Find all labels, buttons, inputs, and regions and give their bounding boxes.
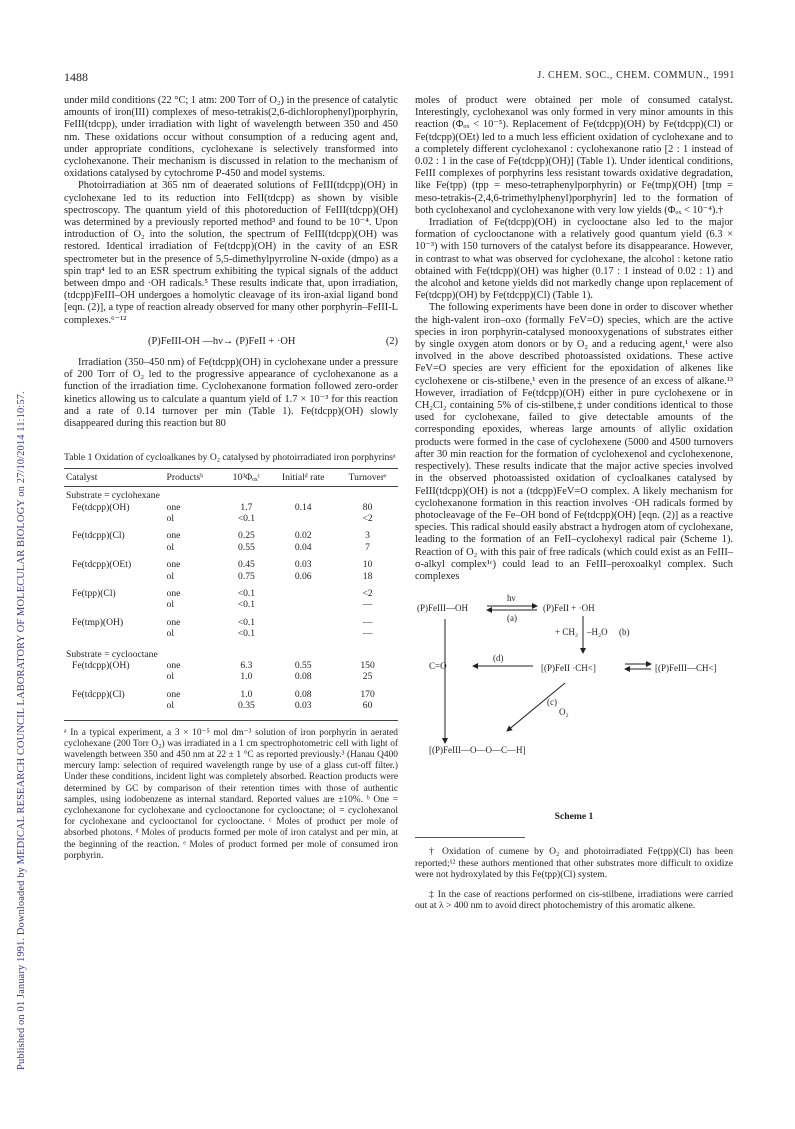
scheme-label-b: (b) — [619, 627, 630, 638]
download-watermark-text: Published on 01 January 1991. Downloaded by MEDICAL RESEARCH COUNCIL LABORATORY OF MOLECULAR BIOLOGY on 27/10/2014 11:10:57. — [16, 391, 27, 1070]
table-cell: 25 — [362, 671, 373, 683]
table-cell: 170 — [360, 688, 375, 700]
table-cell: 1.0 — [240, 671, 253, 683]
table-cell: 0.55 — [294, 659, 312, 671]
table-section-row — [64, 646, 398, 660]
table-cell: Fe(tdcpp)(OH) — [72, 659, 130, 671]
table-section-label: Substrate = cyclooctane — [66, 648, 158, 660]
arrow-c — [507, 683, 565, 731]
table-row — [64, 700, 398, 720]
table-row — [64, 660, 398, 671]
paragraph: Irradiation of Fe(tdcpp)(OH) in cyclooctane also led to the major formation of cyclooctanone with a relatively good quantum yield (6.3 × 10⁻³) with 150 turnovers of the catalyst before its disappearance. However, in contrast to what was observed for cyclohexane, the alcohol : ketone ratio obtained with Fe(tdcpp)(OH) was higher (0.17 : 1 instead of 0.02 : 1) and the alcohol and ketone yields did not markedly change upon replacement of Fe(tdcpp)(OH) by Fe(tdcpp)(Cl) (Table 1). — [415, 217, 733, 302]
table-cell: <2 — [362, 512, 373, 524]
scheme-o2: O₂ — [559, 707, 569, 718]
table-row — [64, 513, 398, 524]
equation-number: (2) — [385, 335, 398, 347]
table-cell: ol — [166, 700, 175, 712]
table-cell: — — [362, 628, 373, 640]
paragraph: Photoirradiation at 365 nm of deaerated solutions of FeIII(tdcpp)(OH) in cyclohexane led to its reduction into FeII(tdcpp) as shown by visible spectroscopy. The quantum yield of this photoreduction of FeIII(tdcpp)(OH) was determined by a previously reported method³ and found to be 10⁻⁴. Upon introduction of O₂ into the solution, the spectrum of FeIII(tdcpp)(OH) was restored. Identical irradiation of Fe(tdcpp)(OH) in the cavity of an ESR spectrometer but in the presence of 5,5-dimethylpyrroline N-oxide (dmpo) as a spin trap⁴ led to an ESR spectrum exhibiting the typical signals of the adduct between dmpo and ·OH radicals.⁵ These results indicate that, upon irradiation, (tdcpp)FeIII–OH undergoes a homolytic cleavage of its iron-axial ligand bond [eqn. (2)], a type of reaction already observed for many other porphyrin–FeIII-L complexes.⁶⁻¹² — [64, 180, 398, 326]
table-cell: one — [166, 559, 181, 571]
scheme-alkyl: [(P)FeIII—CH<] — [655, 663, 717, 674]
table-cell: <0.1 — [237, 599, 256, 611]
table-section-label: Substrate = cyclohexane — [66, 490, 160, 502]
table-cell: Fe(tmp)(OH) — [72, 616, 124, 628]
table-cell: Fe(tdcpp)(Cl) — [72, 688, 125, 700]
table-row — [64, 599, 398, 610]
table-1 — [64, 452, 398, 862]
table-cell: 1.7 — [240, 501, 253, 513]
table-cell: — — [362, 599, 373, 611]
table-cell: one — [166, 587, 181, 599]
table-cell: 3 — [365, 530, 370, 542]
table-cell: 1.0 — [240, 688, 253, 700]
col-header-catalyst: Catalyst — [66, 471, 98, 483]
table-cell: 0.25 — [238, 530, 255, 542]
page-header — [64, 70, 735, 86]
table-cell: 10 — [362, 559, 373, 571]
table-cell: 6.3 — [240, 659, 253, 671]
table-caption: Table 1 Oxidation of cycloalkanes by O₂ catalysed by photoirradiated iron porphyrinsᵃ — [64, 452, 396, 464]
table-cell: Fe(tdcpp)(OH) — [72, 501, 130, 513]
scheme-label-d: (d) — [493, 653, 504, 664]
table-cell: 0.55 — [238, 541, 255, 553]
table-cell: 0.35 — [238, 700, 255, 712]
table-cell: one — [166, 688, 181, 700]
table-cell: ol — [166, 671, 175, 683]
table-cell: 18 — [362, 570, 373, 582]
table-row — [64, 671, 398, 682]
table-cell — [64, 571, 165, 582]
table-footnotes: ᵃ In a typical experiment, a 3 × 10⁻⁵ mol dm⁻³ solution of iron porphyrin in aerated cyclohexane (200 Torr O₂) was irradiated in a 1 cm spectrophotometric cell with light of wavelength between 350 and 450 nm at 22 ± 1 °C as reported previously.³ (Hanau Q400 mercury lamp: selection of required wavelength range by use of a glass cut-off filter.) Under these conditions, incident light was completely absorbed. Reaction products were determined by GC by comparison of their retention times with those of authentic samples, using iodobenzene as internal standard. Reported values are ±10%. ᵇ One = cyclohexanone for cyclohexane and cyclooctanone for cyclooctane; ol = cyclohexanol for cyclohexane and cyclooctanol for cyclooctane. ᶜ Moles of product per mole of absorbed photons. ᵈ Moles of products formed per mole of iron catalyst and per min, at the beginning of the reaction. ᵉ Moles of product formed per mole of consumed iron porphyrin. — [64, 727, 398, 861]
footnote-rule — [415, 837, 525, 838]
table-cell: <0.1 — [237, 628, 256, 640]
paragraph: under mild conditions (22 °C; 1 atm: 200 Torr of O₂) in the presence of catalytic amounts of iron(III) complexes of meso-tetrakis(2,6-dichlorophenyl)porphyrin, FeIII(tdcpp), under irradiation with light of wavelength between 350 and 450 nm. These oxidations occur without consumption of a reducing agent and, under appropriate conditions, cyclohexane is selectively transformed into cyclohexanone. Their mechanism is discussed in relation to the mechanism of oxidations catalysed by cytochrome P-450 and model systems. — [64, 95, 398, 180]
table-row — [64, 588, 398, 599]
table-cell: one — [166, 501, 181, 513]
table-cell: 0.08 — [294, 688, 312, 700]
table-cell: <2 — [362, 587, 373, 599]
paragraph: The following experiments have been done in order to discover whether the high-valent iron–oxo (formally FeV=O) species, which are the active species in iron porphyrin-catalysed monooxygenations of substrates either by single oxygen atom donors or by O₂ and a reducing agent,¹ were also involved in the above described photoassisted oxidations. These active FeV=O species are very efficient for the epoxidation of alkenes like cyclohexene or cis-stilbene,¹ even in the presence of an excess of alkane.¹³ However, irradiation of Fe(tdcpp)(OH) either in pure cyclohexene or in CH₂Cl₂ containing 5% of cis-stilbene,‡ under conditions identical to those used for cyclohexane, failed to give detectable amounts of the corresponding epoxides, whereas large amounts of allylic oxidation products were formed in the case of cyclohexene (5000 and 4500 turnovers after 30 min reaction for the formation of cyclohexenol and cyclohexenone, respectively). These results indicate that the major active species involved in the observed photoassisted oxidation of cycloalkanes catalysed by FeIII(tdcpp)(OH) is not a (tdcpp)FeV=O complex. A likely mechanism for cyclohexanone formation in this reaction involves ·OH radicals formed by photocleavage of the Fe–OH bond of Fe(tdcpp)(OH) [eqn. (2)] as a reactive species. This radical should easily abstract a hydrogen atom of cyclohexane, leading to the formation of an FeII–cyclohexyl radical pair (Scheme 1). Reaction of O₂ with this pair of free radicals (which could exist as an FeIII–σ-alkyl complex¹ᶜ) could lead to an FeIII–peroxoalkyl complex. Such complexes — [415, 302, 733, 582]
table-cell: ol — [166, 628, 175, 640]
table-row — [64, 559, 398, 570]
table-cell: 0.45 — [238, 559, 255, 571]
table-cell: one — [166, 530, 181, 542]
table-cell: 150 — [360, 659, 375, 671]
table-cell: 0.14 — [294, 501, 312, 513]
paragraph: moles of product were obtained per mole of consumed catalyst. Interestingly, cyclohexanol was only formed in very minor amounts in this reaction (Φₒₓ < 10⁻⁵). Replacement of Fe(tdcpp)(OH) by Fe(tdcpp)(Cl) or Fe(tdcpp)(OEt) led to a much less efficient oxidation of cyclohexane and to a completely different cyclohexanol : cyclohexanone ratio [2 : 1 instead of 0.02 : 1 in the case of Fe(tdcpp)(OH)] (Table 1). Under identical conditions, FeIII complexes of porphyrins less resistant towards oxidative degradation, like Fe(tpp) (tpp = meso-tetraphenylporphyrin) or Fe(tmp)(OH) [tmp = meso-tetrakis-(2,4,6-trimethylphenyl)porphyrin] led to the formation of both cyclohexanol and cyclohexanone with very low yields (Φₒₓ < 10⁻⁴).† — [415, 95, 733, 216]
scheme-1 — [415, 591, 733, 811]
equation-2 — [64, 336, 398, 348]
table-cell: <0.1 — [237, 512, 256, 524]
table-cell: 0.75 — [238, 570, 255, 582]
table-cell — [269, 628, 337, 639]
scheme-fe2-oh: (P)FeII + ·OH — [543, 603, 595, 614]
table-row — [64, 617, 398, 628]
table-cell: Fe(tdcpp)(Cl) — [72, 530, 125, 542]
table-cell: <0.1 — [237, 616, 256, 628]
table-header-row — [64, 468, 398, 486]
table-row — [64, 502, 398, 513]
left-column — [64, 95, 398, 862]
table-cell: one — [166, 659, 181, 671]
footnote-dagger: † Oxidation of cumene by O₂ and photoirradiated Fe(tpp)(Cl) has been reported;¹² these authors mentioned that other substrates more difficult to oxidize were not hydroxylated by this Fe(tpp)(Cl) system. — [415, 846, 733, 881]
table-cell — [269, 513, 337, 524]
table-cell — [64, 671, 165, 682]
table-cell: 0.03 — [294, 559, 312, 571]
table-row — [64, 530, 398, 541]
scheme-ketone: C=O — [429, 661, 447, 672]
table-cell: 0.02 — [294, 530, 312, 542]
download-watermark — [6, 40, 27, 1080]
equation-body: (P)FeIII-OH —hν→ (P)FeII + ·OH — [148, 335, 296, 347]
table-cell: 0.03 — [294, 700, 312, 712]
table-cell: 80 — [362, 501, 373, 513]
col-header-quantum-yield: 10³Φₒₓᶜ — [232, 471, 261, 483]
scheme-diagram — [415, 591, 733, 791]
table-cell: one — [166, 616, 181, 628]
table-cell: Fe(tpp)(Cl) — [72, 587, 116, 599]
table-cell: 0.04 — [294, 541, 312, 553]
table-cell: 7 — [365, 541, 370, 553]
table-cell: <0.1 — [237, 587, 256, 599]
col-header-products: Productsᵇ — [166, 471, 204, 483]
right-column — [415, 95, 733, 919]
scheme-peroxo: [(P)FeIII—O—O—C—H] — [429, 745, 526, 756]
table-cell — [64, 542, 165, 553]
table-cell: ol — [166, 599, 175, 611]
table-cell: 0.08 — [294, 671, 312, 683]
journal-title: J. CHEM. SOC., CHEM. COMMUN., 1991 — [537, 70, 735, 81]
scheme-hv: hν — [507, 593, 516, 604]
table-cell: Fe(tdcpp)(OEt) — [72, 559, 132, 571]
table-cell — [269, 599, 337, 610]
table-cell: ol — [166, 512, 175, 524]
scheme-label-c: (c) — [547, 697, 557, 708]
scheme-ch2: + CH₂ — [555, 627, 578, 638]
table-row — [64, 689, 398, 700]
scheme-caption: Scheme 1 — [554, 811, 594, 823]
table-cell — [269, 588, 337, 599]
table-cell: 0.06 — [294, 570, 312, 582]
table-cell — [64, 700, 165, 720]
table-cell: ol — [166, 541, 175, 553]
col-header-turnover: Turnoverᵉ — [348, 471, 387, 483]
page-number: 1488 — [64, 70, 88, 84]
col-header-initial-rate: Initialᵈ rate — [281, 471, 325, 483]
table-row — [64, 571, 398, 582]
table-cell — [269, 617, 337, 628]
table-cell: 60 — [362, 700, 373, 712]
table-row — [64, 628, 398, 639]
table-section-row — [64, 487, 398, 502]
scheme-radical-pair: [(P)FeII ·CH<] — [541, 663, 596, 674]
scheme-h2o: –H₂O — [587, 627, 608, 638]
table-cell — [64, 513, 165, 524]
results-table — [64, 468, 398, 721]
table-cell — [64, 628, 165, 639]
footnote-double-dagger: ‡ In the case of reactions performed on cis-stilbene, irradiations were carried out at λ > 400 nm to avoid direct photochemistry of this aromatic alkene. — [415, 888, 733, 911]
scheme-start: (P)FeIII—OH — [417, 603, 468, 614]
footnotes — [415, 837, 733, 911]
table-cell: — — [362, 616, 373, 628]
scheme-label-a: (a) — [507, 613, 517, 624]
paragraph: Irradiation (350–450 nm) of Fe(tdcpp)(OH) in cyclohexane under a pressure of 200 Torr of O₂ led to the progressive appearance of cyclohexanone as a function of the irradiation time. Cyclohexanone formation followed zero-order kinetics allowing us to calculate a quantum yield of 1.7 × 10⁻³ for this reaction and a rate of 0.14 turnover per min (Table 1). Fe(tdcpp)(OH) slowly disappeared during this reaction but 80 — [64, 357, 398, 430]
table-cell: ol — [166, 570, 175, 582]
table-body — [64, 487, 398, 721]
table-row — [64, 542, 398, 553]
table-cell — [64, 599, 165, 610]
